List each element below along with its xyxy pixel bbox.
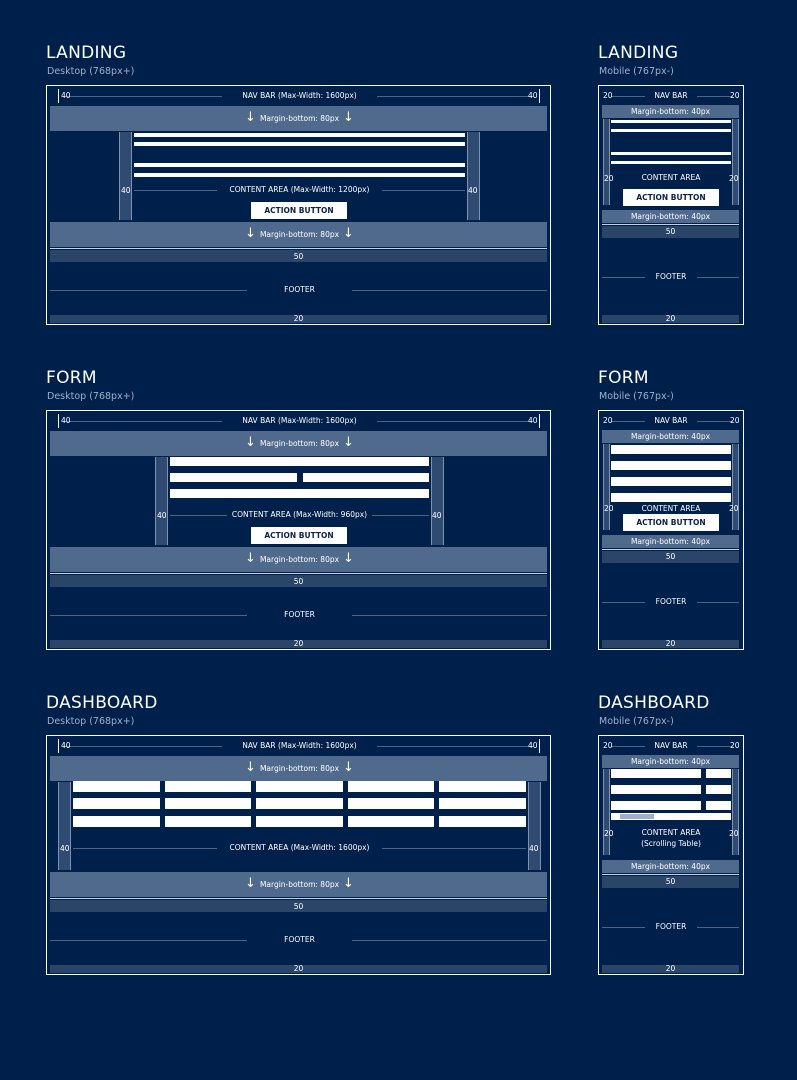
content-right-padding-value: 40 xyxy=(432,511,442,520)
desktop-form-title: FORM xyxy=(46,368,97,388)
content-area-label: CONTENT AREA xyxy=(641,828,701,837)
form-field[interactable] xyxy=(170,473,297,482)
table-cell xyxy=(439,781,526,792)
content-area-label: CONTENT AREA (Max-Width: 1600px) xyxy=(217,843,382,852)
table-cell xyxy=(348,781,434,792)
down-arrow-icon: ↓ xyxy=(245,435,256,450)
action-button[interactable]: ACTION BUTTON xyxy=(623,514,719,531)
form-field[interactable] xyxy=(611,461,731,470)
nav-right-tick xyxy=(539,89,540,103)
footer-label: FOOTER xyxy=(645,922,697,931)
form-field[interactable] xyxy=(170,457,429,466)
content-right-padding-value: 20 xyxy=(729,504,739,513)
form-field[interactable] xyxy=(611,493,731,502)
content-left-padding xyxy=(603,119,610,205)
margin-label-top: Margin-bottom: 40px xyxy=(630,432,711,441)
nav-left-padding: 20 xyxy=(603,416,613,425)
content-left-padding-value: 40 xyxy=(60,844,70,853)
down-arrow-icon: ↓ xyxy=(343,435,354,450)
down-arrow-icon: ↓ xyxy=(245,876,256,891)
table-cell xyxy=(706,785,731,794)
nav-right-tick xyxy=(539,739,540,753)
table-cell xyxy=(165,781,251,792)
scrollbar-thumb[interactable] xyxy=(620,814,654,819)
nav-right-padding: 40 xyxy=(528,416,538,425)
table-cell xyxy=(348,816,434,827)
footer-bottom-padding-value: 20 xyxy=(665,639,676,648)
table-cell xyxy=(165,798,251,809)
content-right-padding xyxy=(431,457,444,545)
margin-label-top: Margin-bottom: 80px xyxy=(259,764,340,773)
nav-bar-label: NAV BAR (Max-Width: 1600px) xyxy=(242,91,357,100)
mobile-form-title: FORM xyxy=(598,368,649,388)
footer-top-padding-value: 50 xyxy=(293,577,304,586)
nav-left-padding: 40 xyxy=(61,91,71,100)
nav-right-padding: 20 xyxy=(730,741,740,750)
footer-separator xyxy=(602,224,739,225)
desktop-dashboard-wireframe xyxy=(46,735,551,975)
nav-left-padding: 40 xyxy=(61,741,71,750)
content-area-label: CONTENT AREA xyxy=(641,504,701,513)
mobile-dashboard-title: DASHBOARD xyxy=(598,693,710,713)
table-cell xyxy=(611,801,701,810)
content-bar xyxy=(134,163,465,167)
nav-left-padding: 20 xyxy=(603,91,613,100)
down-arrow-icon: ↓ xyxy=(245,760,256,775)
down-arrow-icon: ↓ xyxy=(343,876,354,891)
nav-left-padding: 40 xyxy=(61,416,71,425)
nav-bar-label: NAV BAR (Max-Width: 1600px) xyxy=(222,741,377,750)
mobile-landing-subtitle: Mobile (767px-) xyxy=(599,66,674,77)
footer-label: FOOTER xyxy=(645,597,697,606)
footer-bottom-padding-value: 20 xyxy=(665,964,676,973)
footer-separator xyxy=(50,573,547,574)
nav-right-padding: 40 xyxy=(528,91,538,100)
content-right-padding xyxy=(732,119,739,205)
margin-label-bottom: Margin-bottom: 80px xyxy=(259,555,340,564)
margin-label-bottom: Margin-bottom: 40px xyxy=(630,537,711,546)
content-left-padding xyxy=(603,444,610,530)
margin-label-top: Margin-bottom: 80px xyxy=(259,439,340,448)
margin-label-top: Margin-bottom: 40px xyxy=(630,757,711,766)
footer-top-padding-value: 50 xyxy=(293,252,304,261)
content-area-label: CONTENT AREA xyxy=(641,173,701,182)
table-cell xyxy=(706,769,731,778)
content-left-padding xyxy=(155,457,168,545)
content-bar xyxy=(134,142,465,146)
nav-right-padding: 20 xyxy=(730,416,740,425)
content-right-padding-value: 20 xyxy=(729,829,739,838)
table-cell xyxy=(73,816,160,827)
nav-bar-label: NAV BAR (Max-Width: 1600px) xyxy=(222,416,377,425)
desktop-dashboard-title: DASHBOARD xyxy=(46,693,158,713)
footer-label: FOOTER xyxy=(645,272,697,281)
margin-label-bottom: Margin-bottom: 40px xyxy=(630,212,711,221)
footer-label: FOOTER xyxy=(247,610,352,619)
content-left-padding xyxy=(58,782,71,870)
nav-left-tick xyxy=(58,414,59,428)
nav-right-padding: 20 xyxy=(730,91,740,100)
mobile-landing-title: LANDING xyxy=(598,43,679,63)
table-cell xyxy=(165,816,251,827)
desktop-landing-title: LANDING xyxy=(46,43,127,63)
footer-bottom-padding-value: 20 xyxy=(665,314,676,323)
footer-bottom-padding-value: 20 xyxy=(293,964,304,973)
desktop-landing-subtitle: Desktop (768px+) xyxy=(47,66,135,77)
nav-right-padding: 40 xyxy=(528,741,538,750)
margin-label-bottom: Margin-bottom: 40px xyxy=(630,862,711,871)
table-cell xyxy=(256,781,343,792)
footer-label: FOOTER xyxy=(247,935,352,944)
form-field[interactable] xyxy=(611,477,731,486)
desktop-landing-wireframe xyxy=(46,85,551,325)
content-right-padding xyxy=(467,132,480,220)
down-arrow-icon: ↓ xyxy=(245,551,256,566)
footer-separator xyxy=(50,898,547,899)
content-right-padding-value: 20 xyxy=(729,174,739,183)
content-left-padding-value: 40 xyxy=(157,511,167,520)
footer-separator xyxy=(50,248,547,249)
footer-bottom-padding-value: 20 xyxy=(293,314,304,323)
mobile-form-subtitle: Mobile (767px-) xyxy=(599,391,674,402)
desktop-dashboard-subtitle: Desktop (768px+) xyxy=(47,716,135,727)
down-arrow-icon: ↓ xyxy=(343,551,354,566)
margin-label-bottom: Margin-bottom: 80px xyxy=(259,880,340,889)
down-arrow-icon: ↓ xyxy=(343,226,354,241)
table-cell xyxy=(73,781,160,792)
down-arrow-icon: ↓ xyxy=(343,760,354,775)
footer-top-padding-value: 50 xyxy=(665,227,676,236)
margin-label-bottom: Margin-bottom: 80px xyxy=(259,230,340,239)
nav-bar-label: NAV BAR xyxy=(645,741,697,750)
table-cell xyxy=(439,798,526,809)
mobile-dashboard-subtitle: Mobile (767px-) xyxy=(599,716,674,727)
content-right-padding-value: 40 xyxy=(468,186,478,195)
mobile-form-wireframe xyxy=(598,410,744,650)
form-field[interactable] xyxy=(303,473,429,482)
content-left-padding xyxy=(119,132,132,220)
content-area-label: CONTENT AREA (Max-Width: 960px) xyxy=(227,510,372,519)
action-button[interactable]: ACTION BUTTON xyxy=(251,527,347,544)
content-bar xyxy=(611,120,731,123)
table-cell xyxy=(256,798,343,809)
content-right-padding-value: 40 xyxy=(529,844,539,853)
content-left-padding xyxy=(603,769,610,855)
nav-right-tick xyxy=(539,414,540,428)
table-cell xyxy=(439,816,526,827)
content-right-padding xyxy=(732,444,739,530)
footer-top-padding-value: 50 xyxy=(665,877,676,886)
down-arrow-icon: ↓ xyxy=(245,226,256,241)
content-bar xyxy=(134,173,465,177)
nav-bar-label: NAV BAR xyxy=(645,416,697,425)
footer-top-padding-value: 50 xyxy=(293,902,304,911)
margin-label-top: Margin-bottom: 40px xyxy=(630,107,711,116)
table-cell xyxy=(611,769,701,778)
footer-separator xyxy=(602,549,739,550)
table-cell xyxy=(706,801,731,810)
content-bar xyxy=(611,129,731,132)
content-bar xyxy=(611,161,731,164)
table-cell xyxy=(348,798,434,809)
nav-left-tick xyxy=(58,89,59,103)
content-area-label: CONTENT AREA (Max-Width: 1200px) xyxy=(217,185,382,194)
down-arrow-icon: ↓ xyxy=(245,110,256,125)
margin-label-top: Margin-bottom: 80px xyxy=(259,114,340,123)
footer-separator xyxy=(602,874,739,875)
nav-left-tick xyxy=(58,739,59,753)
content-left-padding-value: 40 xyxy=(121,186,131,195)
content-left-padding-value: 20 xyxy=(604,174,614,183)
content-right-padding xyxy=(732,769,739,855)
footer-label: FOOTER xyxy=(247,285,352,294)
desktop-form-subtitle: Desktop (768px+) xyxy=(47,391,135,402)
nav-bar-label: NAV BAR xyxy=(645,91,697,100)
desktop-form-wireframe xyxy=(46,410,551,650)
action-button[interactable]: ACTION BUTTON xyxy=(623,189,719,206)
mobile-landing-wireframe xyxy=(598,85,744,325)
content-left-padding-value: 20 xyxy=(604,504,614,513)
footer-top-padding-value: 50 xyxy=(665,552,676,561)
table-cell xyxy=(611,785,701,794)
table-cell xyxy=(256,816,343,827)
scrolling-table-label: (Scrolling Table) xyxy=(641,839,701,848)
content-bar xyxy=(611,152,731,155)
form-field[interactable] xyxy=(611,445,731,454)
nav-left-padding: 20 xyxy=(603,741,613,750)
table-cell xyxy=(73,798,160,809)
form-field[interactable] xyxy=(170,489,429,498)
footer-bottom-padding-value: 20 xyxy=(293,639,304,648)
content-right-padding xyxy=(528,782,541,870)
content-left-padding-value: 20 xyxy=(604,829,614,838)
down-arrow-icon: ↓ xyxy=(343,110,354,125)
action-button[interactable]: ACTION BUTTON xyxy=(251,202,347,219)
mobile-dashboard-wireframe xyxy=(598,735,744,975)
content-bar xyxy=(134,133,465,137)
